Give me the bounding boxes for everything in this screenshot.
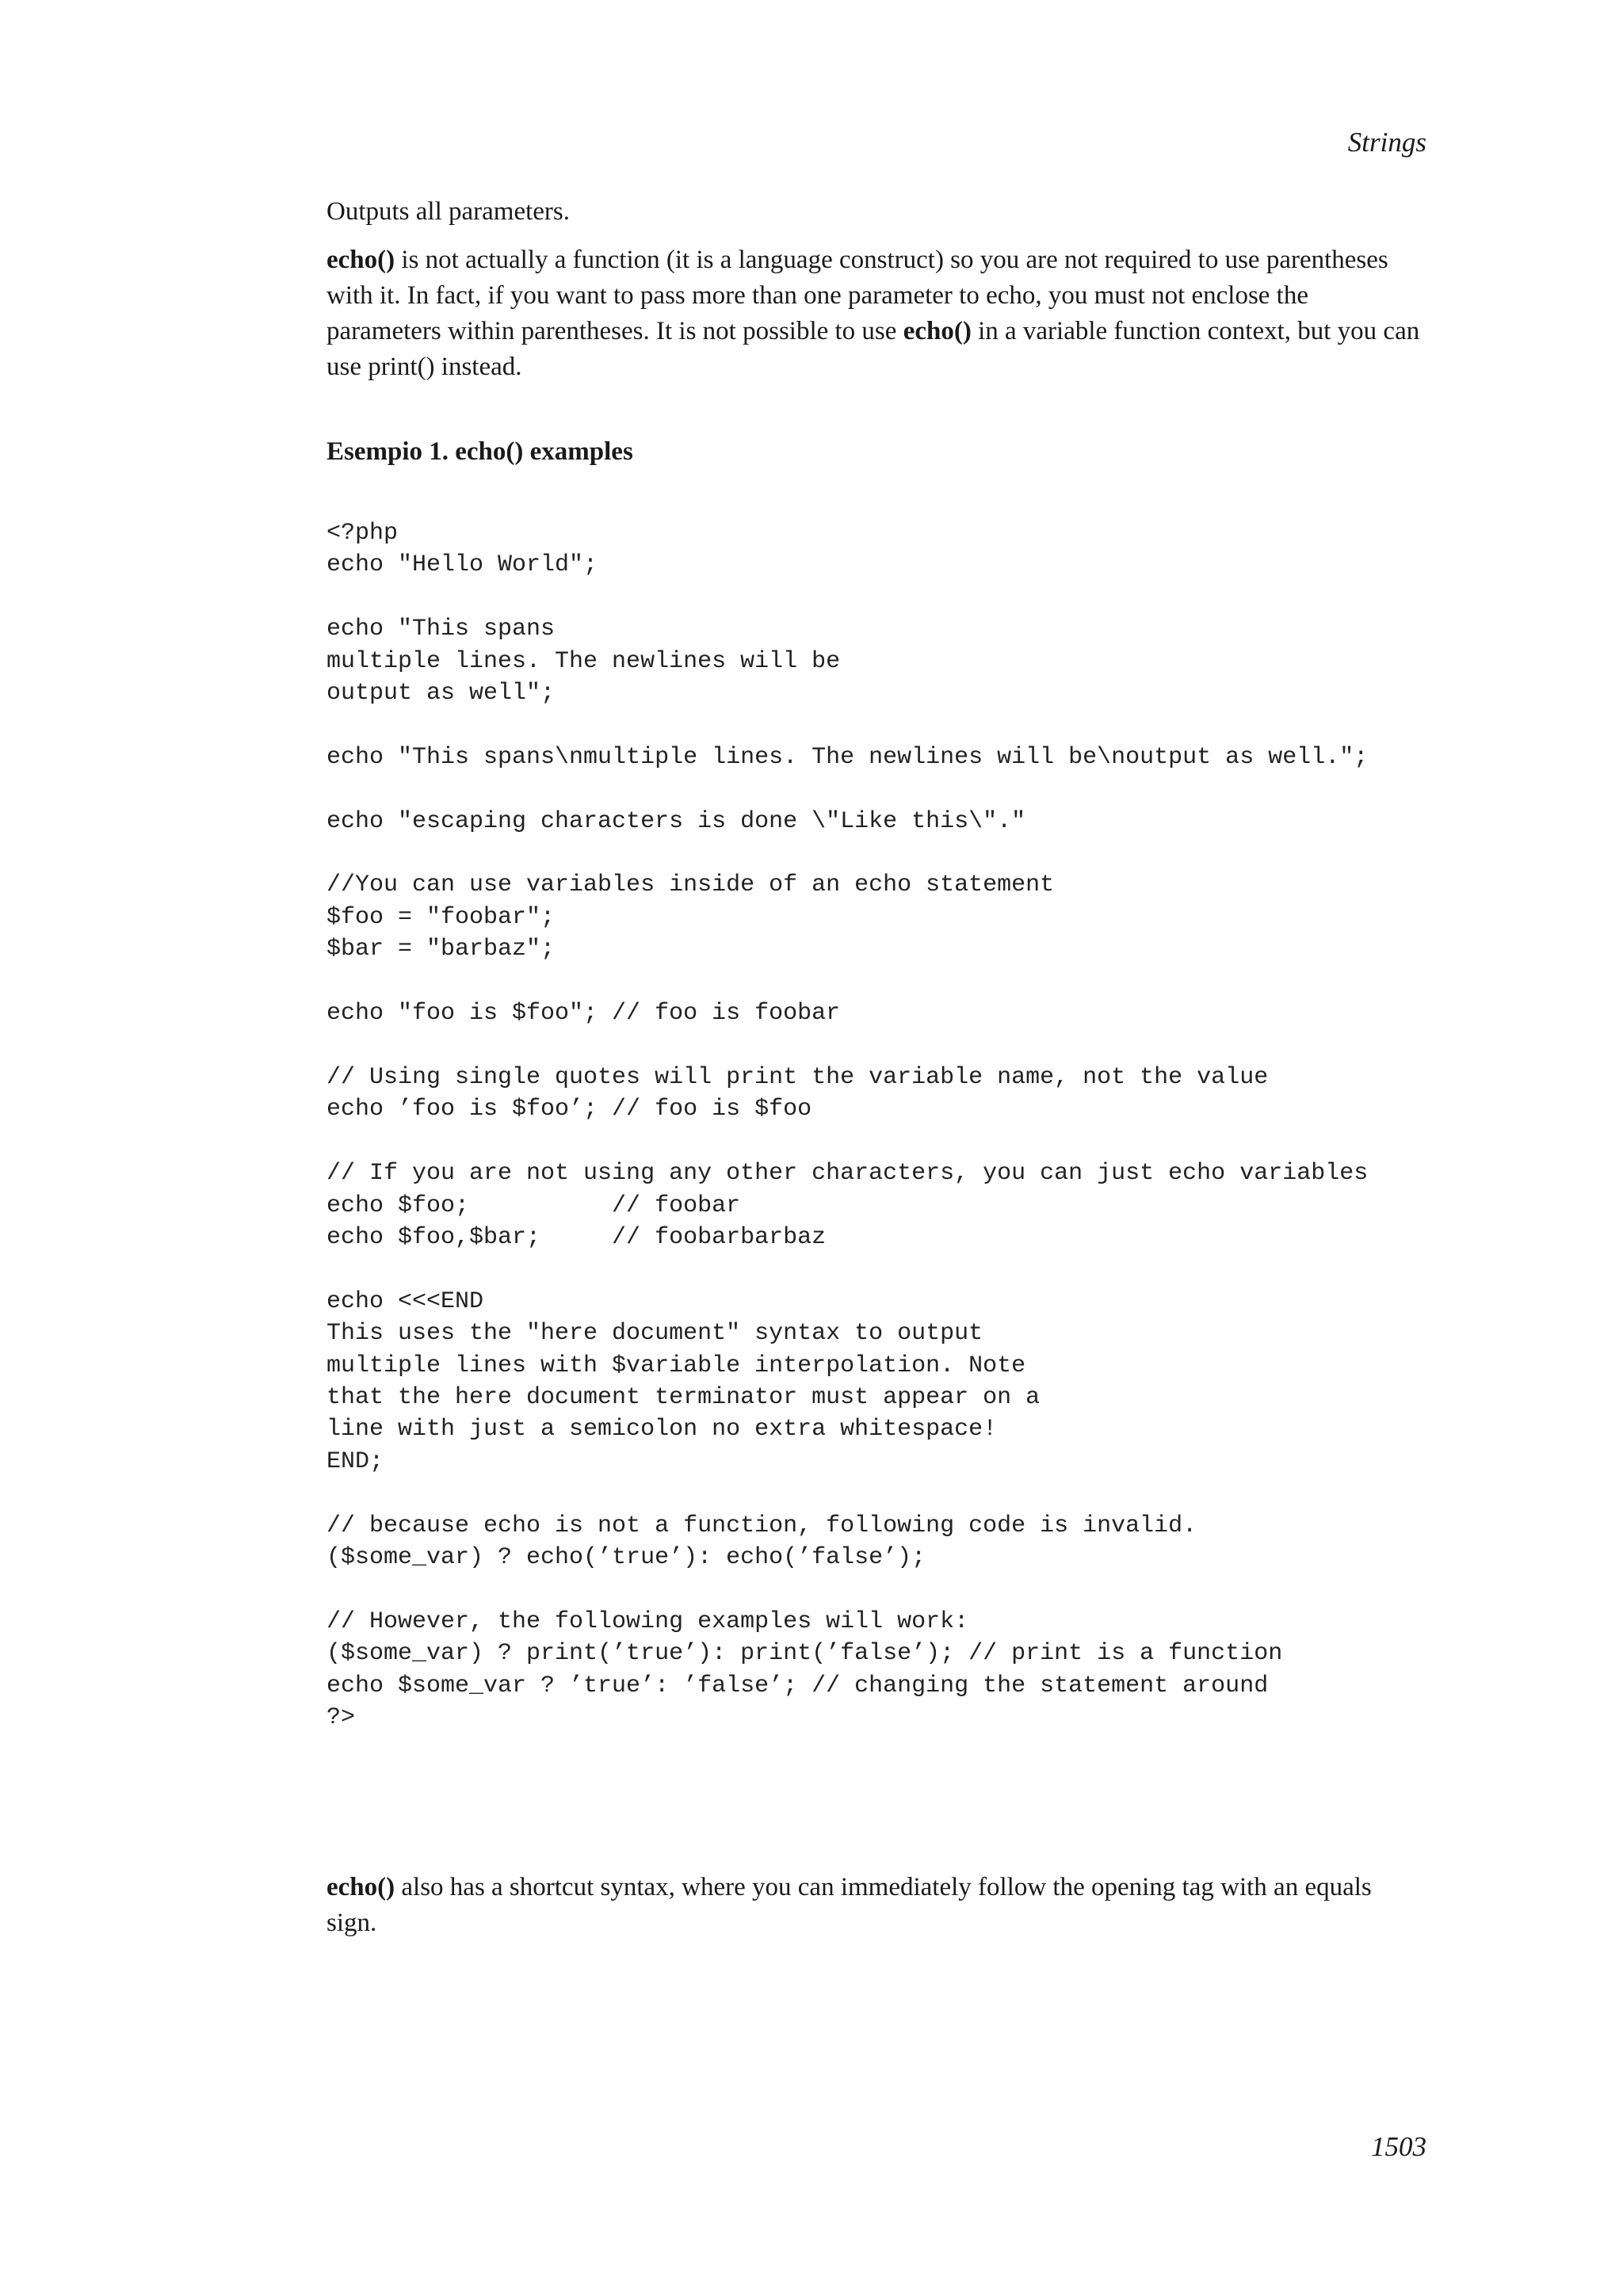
page-number: 1503 <box>1371 2131 1426 2162</box>
echo-term: echo() <box>327 246 395 274</box>
shortcut-text: also has a shortcut syntax, where you can immediately follow the opening tag with an equals sign. <box>327 1873 1372 1938</box>
shortcut-paragraph <box>327 1870 1428 1941</box>
echo-description-text-b: in a variable function context, but you can use print() instead. <box>327 317 1420 381</box>
running-header: Strings <box>1347 127 1426 158</box>
shortcut-term: echo() <box>327 1873 395 1902</box>
intro-paragraph <box>327 194 1428 230</box>
example-title: Esempio 1. echo() examples <box>327 437 633 466</box>
echo-term-inline: echo() <box>903 317 972 345</box>
echo-description-paragraph <box>327 242 1428 385</box>
code-listing: <?php echo "Hello World"; echo "This spans multiple lines. The newlines will be output as well"; echo "This spans\nmultiple lines. The newlines will be\noutput as well."; echo "escaping characters is done \"Like this\"." //You can use variables inside of an echo statement $foo = "foobar"; $bar = "barbaz"; echo "foo is $foo"; // foo is foobar // Using single quotes will print the variable name, not the value echo ’foo is $foo’; // foo is $foo // If you are not using any other characters, you can just echo variables echo $foo; // foobar echo $foo,$bar; // foobarbarbaz echo <<<END This uses the "here document" syntax to output multiple lines with $variable interpolation. Note that the here document terminator must appear on a line with just a semicolon no extra whitespace! END; // because echo is not a function, following code is invalid. ($some_var) ? echo(’true’): echo(’false’); // However, the following examples will work: ($some_var) ? print(’true’): print(’false’); // print is a function echo $some_var ? ’true’: ’false’; // changing the statement around ?> <box>327 520 1369 1732</box>
echo-description-text-a: is not actually a function (it is a language construct) so you are not required to use parentheses with it. In fact, if you want to pass more than one parameter to echo, you must not enclose the parameters within parentheses. It is not possible to use <box>327 246 1388 345</box>
intro-text: Outputs all parameters. <box>327 197 570 226</box>
page-content <box>327 194 1428 1954</box>
